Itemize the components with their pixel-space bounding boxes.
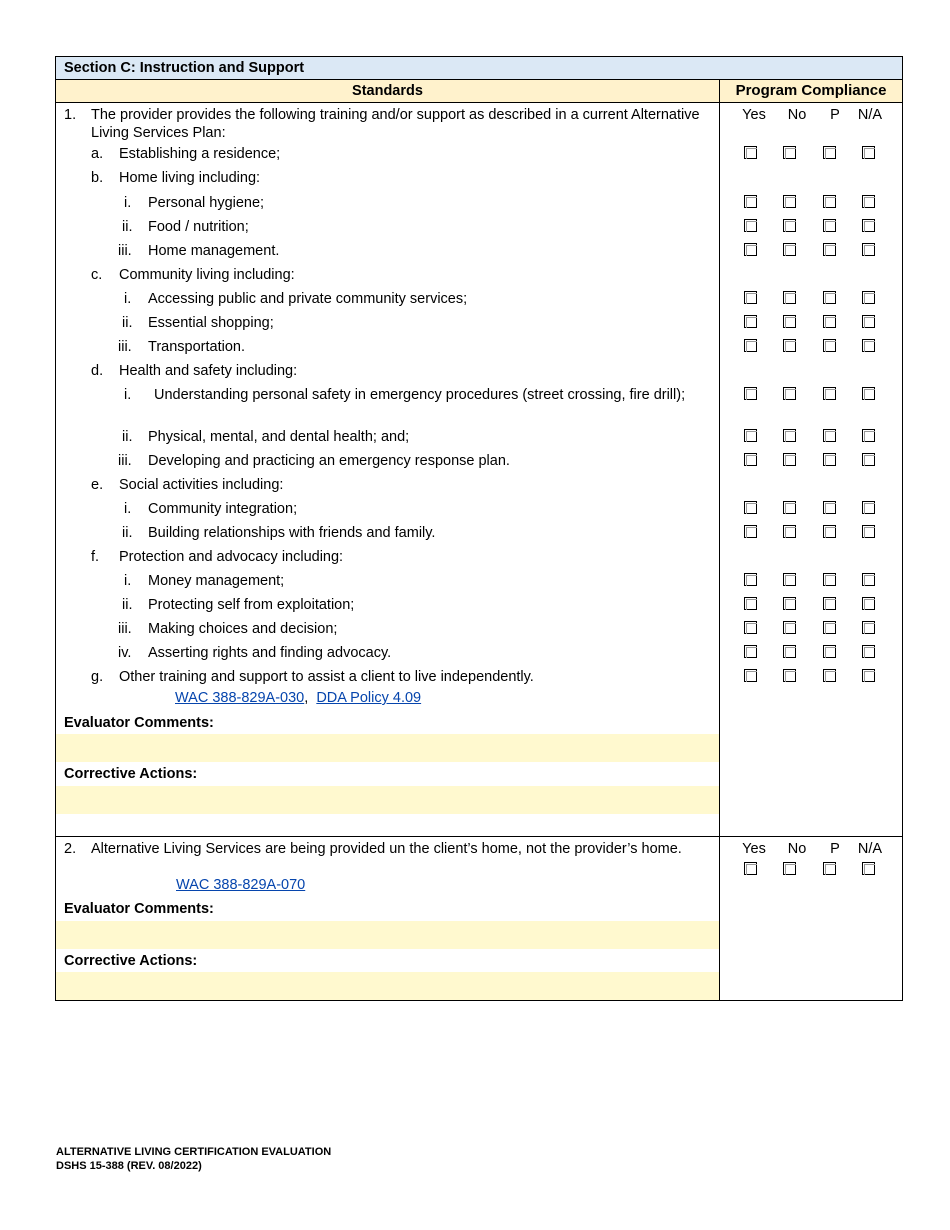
- item-e-ii-na-checkbox[interactable]: [862, 525, 875, 538]
- item-e-i-na-checkbox[interactable]: [862, 501, 875, 514]
- col-p-label: P: [830, 841, 840, 857]
- item-f-ii-p-checkbox[interactable]: [823, 597, 836, 610]
- item-1-text: The provider provides the following training and/or support as described in a current Alternative Living Services Plan:: [91, 107, 700, 141]
- item-c-iii-text: Transportation.: [148, 339, 245, 355]
- item-d-iii-no-checkbox[interactable]: [783, 453, 796, 466]
- item-c-i-text: Accessing public and private community services;: [148, 291, 468, 307]
- item-f-iv-label: iv.: [118, 645, 132, 661]
- item-f-i-label: i.: [124, 573, 132, 589]
- item-d-i-na-checkbox[interactable]: [862, 387, 875, 400]
- standard-1-text: [56, 103, 720, 836]
- item-c-text: Community living including:: [119, 267, 295, 283]
- item-e-ii-label: ii.: [122, 525, 133, 541]
- col-no-label: No: [787, 107, 807, 123]
- item-b-i-yes-checkbox[interactable]: [744, 195, 757, 208]
- item-c-ii-no-checkbox[interactable]: [783, 315, 796, 328]
- item-d-label: d.: [91, 363, 104, 379]
- item-d-i-yes-checkbox[interactable]: [744, 387, 757, 400]
- corrective-actions-field[interactable]: [56, 972, 719, 1000]
- item-c-iii-no-checkbox[interactable]: [783, 339, 796, 352]
- item-f-ii-yes-checkbox[interactable]: [744, 597, 757, 610]
- col-na-label: N/A: [857, 107, 883, 123]
- item-d-iii-p-checkbox[interactable]: [823, 453, 836, 466]
- standard-row-2: [56, 837, 902, 1000]
- item-b-ii-na-checkbox[interactable]: [862, 219, 875, 232]
- item-a-p-checkbox[interactable]: [823, 146, 836, 159]
- item-c-i-p-checkbox[interactable]: [823, 291, 836, 304]
- item-d-text: Health and safety including:: [119, 363, 298, 379]
- item-2-no-checkbox[interactable]: [783, 862, 796, 875]
- item-d-i-text: Understanding personal safety in emergency procedures (street crossing, fire drill);: [154, 387, 686, 403]
- item-f-iv-no-checkbox[interactable]: [783, 645, 796, 658]
- item-b-iii-p-checkbox[interactable]: [823, 243, 836, 256]
- item-f-iv-text: Asserting rights and finding advocacy.: [148, 645, 392, 661]
- item-f-text: Protection and advocacy including:: [119, 549, 344, 565]
- item-b-label: b.: [91, 170, 104, 186]
- item-b-text: Home living including:: [119, 170, 261, 186]
- item-d-ii-na-checkbox[interactable]: [862, 429, 875, 442]
- item-e-i-label: i.: [124, 501, 132, 517]
- item-f-iii-label: iii.: [118, 621, 132, 637]
- item-f-label: f.: [91, 549, 100, 565]
- reference-links: [175, 689, 421, 707]
- item-f-i-na-checkbox[interactable]: [862, 573, 875, 586]
- item-c-iii-yes-checkbox[interactable]: [744, 339, 757, 352]
- evaluator-comments-label: Evaluator Comments:: [64, 715, 214, 731]
- item-g-yes-checkbox[interactable]: [744, 669, 757, 682]
- item-c-iii-na-checkbox[interactable]: [862, 339, 875, 352]
- item-b-i-p-checkbox[interactable]: [823, 195, 836, 208]
- item-d-ii-p-checkbox[interactable]: [823, 429, 836, 442]
- section-title: Section C: Instruction and Support: [56, 57, 902, 80]
- item-d-i-label: i.: [124, 387, 132, 403]
- item-g-no-checkbox[interactable]: [783, 669, 796, 682]
- item-g-text: Other training and support to assist a client to live independently.: [119, 669, 534, 685]
- item-d-ii-text: Physical, mental, and dental health; and;: [148, 429, 410, 445]
- evaluator-comments-label: Evaluator Comments:: [64, 901, 214, 917]
- evaluator-comments-field[interactable]: [56, 734, 719, 762]
- col-no-label: No: [787, 841, 807, 857]
- item-a-yes-checkbox[interactable]: [744, 146, 757, 159]
- item-e-i-no-checkbox[interactable]: [783, 501, 796, 514]
- item-b-i-label: i.: [124, 195, 132, 211]
- standard-2-text: [56, 837, 720, 1000]
- item-c-i-no-checkbox[interactable]: [783, 291, 796, 304]
- item-b-ii-text: Food / nutrition;: [148, 219, 249, 235]
- item-d-i-no-checkbox[interactable]: [783, 387, 796, 400]
- item-a-no-checkbox[interactable]: [783, 146, 796, 159]
- item-e-ii-no-checkbox[interactable]: [783, 525, 796, 538]
- item-c-iii-p-checkbox[interactable]: [823, 339, 836, 352]
- item-2-text: Alternative Living Services are being provided un the client’s home, not the provider’s home.: [91, 841, 682, 857]
- item-e-i-p-checkbox[interactable]: [823, 501, 836, 514]
- dda-policy-4-09-link[interactable]: DDA Policy 4.09: [316, 690, 422, 706]
- item-b-iii-yes-checkbox[interactable]: [744, 243, 757, 256]
- item-b-i-text: Personal hygiene;: [148, 195, 265, 211]
- item-f-iii-p-checkbox[interactable]: [823, 621, 836, 634]
- corrective-actions-label: Corrective Actions:: [64, 953, 198, 969]
- table-header: [56, 80, 902, 103]
- item-f-i-p-checkbox[interactable]: [823, 573, 836, 586]
- item-f-i-no-checkbox[interactable]: [783, 573, 796, 586]
- form-footer: [56, 1145, 331, 1173]
- item-c-ii-text: Essential shopping;: [148, 315, 274, 331]
- item-g-p-checkbox[interactable]: [823, 669, 836, 682]
- item-e-label: e.: [91, 477, 104, 493]
- item-b-i-na-checkbox[interactable]: [862, 195, 875, 208]
- corrective-actions-field[interactable]: [56, 786, 719, 814]
- item-e-i-text: Community integration;: [148, 501, 298, 517]
- item-d-iii-text: Developing and practicing an emergency response plan.: [148, 453, 510, 469]
- item-b-i-no-checkbox[interactable]: [783, 195, 796, 208]
- item-b-ii-label: ii.: [122, 219, 133, 235]
- item-b-ii-no-checkbox[interactable]: [783, 219, 796, 232]
- item-f-i-yes-checkbox[interactable]: [744, 573, 757, 586]
- wac-388-829a-070-link[interactable]: WAC 388-829A-070: [176, 877, 306, 893]
- item-c-label: c.: [91, 267, 103, 283]
- item-f-ii-no-checkbox[interactable]: [783, 597, 796, 610]
- col-na-label: N/A: [857, 841, 883, 857]
- item-b-ii-p-checkbox[interactable]: [823, 219, 836, 232]
- item-c-iii-label: iii.: [118, 339, 132, 355]
- item-1-number: 1.: [64, 107, 77, 123]
- item-d-iii-na-checkbox[interactable]: [862, 453, 875, 466]
- program-compliance-header: Program Compliance: [735, 82, 887, 99]
- item-e-text: Social activities including:: [119, 477, 284, 493]
- item-f-iii-text: Making choices and decision;: [148, 621, 338, 637]
- item-f-ii-na-checkbox[interactable]: [862, 597, 875, 610]
- item-b-iii-label: iii.: [118, 243, 132, 259]
- compliance-cell-2: [720, 837, 902, 1000]
- item-b-iii-text: Home management.: [148, 243, 280, 259]
- standards-header: Standards: [56, 80, 720, 102]
- evaluator-comments-field[interactable]: [56, 921, 719, 949]
- item-c-ii-p-checkbox[interactable]: [823, 315, 836, 328]
- item-f-i-text: Money management;: [148, 573, 285, 589]
- form-number: DSHS 15-388 (REV. 08/2022): [56, 1160, 202, 1172]
- item-c-ii-na-checkbox[interactable]: [862, 315, 875, 328]
- item-f-iv-p-checkbox[interactable]: [823, 645, 836, 658]
- item-b-ii-yes-checkbox[interactable]: [744, 219, 757, 232]
- item-d-i-p-checkbox[interactable]: [823, 387, 836, 400]
- item-f-iv-na-checkbox[interactable]: [862, 645, 875, 658]
- item-e-ii-yes-checkbox[interactable]: [744, 525, 757, 538]
- form-title: ALTERNATIVE LIVING CERTIFICATION EVALUATION: [56, 1146, 332, 1158]
- standard-row-1: [56, 103, 902, 837]
- item-e-i-yes-checkbox[interactable]: [744, 501, 757, 514]
- compliance-cell-1: [720, 103, 902, 836]
- corrective-actions-label: Corrective Actions:: [64, 766, 198, 782]
- item-g-label: g.: [91, 669, 104, 685]
- item-d-iii-label: iii.: [118, 453, 132, 469]
- item-a-na-checkbox[interactable]: [862, 146, 875, 159]
- item-f-iii-no-checkbox[interactable]: [783, 621, 796, 634]
- item-d-ii-no-checkbox[interactable]: [783, 429, 796, 442]
- item-2-p-checkbox[interactable]: [823, 862, 836, 875]
- item-e-ii-text: Building relationships with friends and family.: [148, 525, 436, 541]
- item-f-iii-na-checkbox[interactable]: [862, 621, 875, 634]
- section-c-table: [55, 56, 903, 1001]
- item-f-ii-text: Protecting self from exploitation;: [148, 597, 355, 613]
- item-c-i-label: i.: [124, 291, 132, 307]
- item-f-ii-label: ii.: [122, 597, 133, 613]
- item-b-iii-no-checkbox[interactable]: [783, 243, 796, 256]
- item-c-ii-label: ii.: [122, 315, 133, 331]
- item-c-i-na-checkbox[interactable]: [862, 291, 875, 304]
- col-yes-label: Yes: [742, 841, 766, 857]
- col-p-label: P: [830, 107, 840, 123]
- item-a-label: a.: [91, 146, 104, 162]
- item-d-ii-yes-checkbox[interactable]: [744, 429, 757, 442]
- wac-388-829a-030-link[interactable]: WAC 388-829A-030: [175, 690, 305, 706]
- item-f-iii-yes-checkbox[interactable]: [744, 621, 757, 634]
- col-yes-label: Yes: [742, 107, 766, 123]
- item-c-i-yes-checkbox[interactable]: [744, 291, 757, 304]
- item-d-ii-label: ii.: [122, 429, 133, 445]
- item-g-na-checkbox[interactable]: [862, 669, 875, 682]
- reference-separator: ,: [304, 690, 309, 706]
- item-2-na-checkbox[interactable]: [862, 862, 875, 875]
- item-d-iii-yes-checkbox[interactable]: [744, 453, 757, 466]
- item-a-text: Establishing a residence;: [119, 146, 281, 162]
- item-2-yes-checkbox[interactable]: [744, 862, 757, 875]
- item-e-ii-p-checkbox[interactable]: [823, 525, 836, 538]
- item-c-ii-yes-checkbox[interactable]: [744, 315, 757, 328]
- item-2-number: 2.: [64, 841, 77, 857]
- item-2-reference: [176, 876, 305, 894]
- item-f-iv-yes-checkbox[interactable]: [744, 645, 757, 658]
- item-b-iii-na-checkbox[interactable]: [862, 243, 875, 256]
